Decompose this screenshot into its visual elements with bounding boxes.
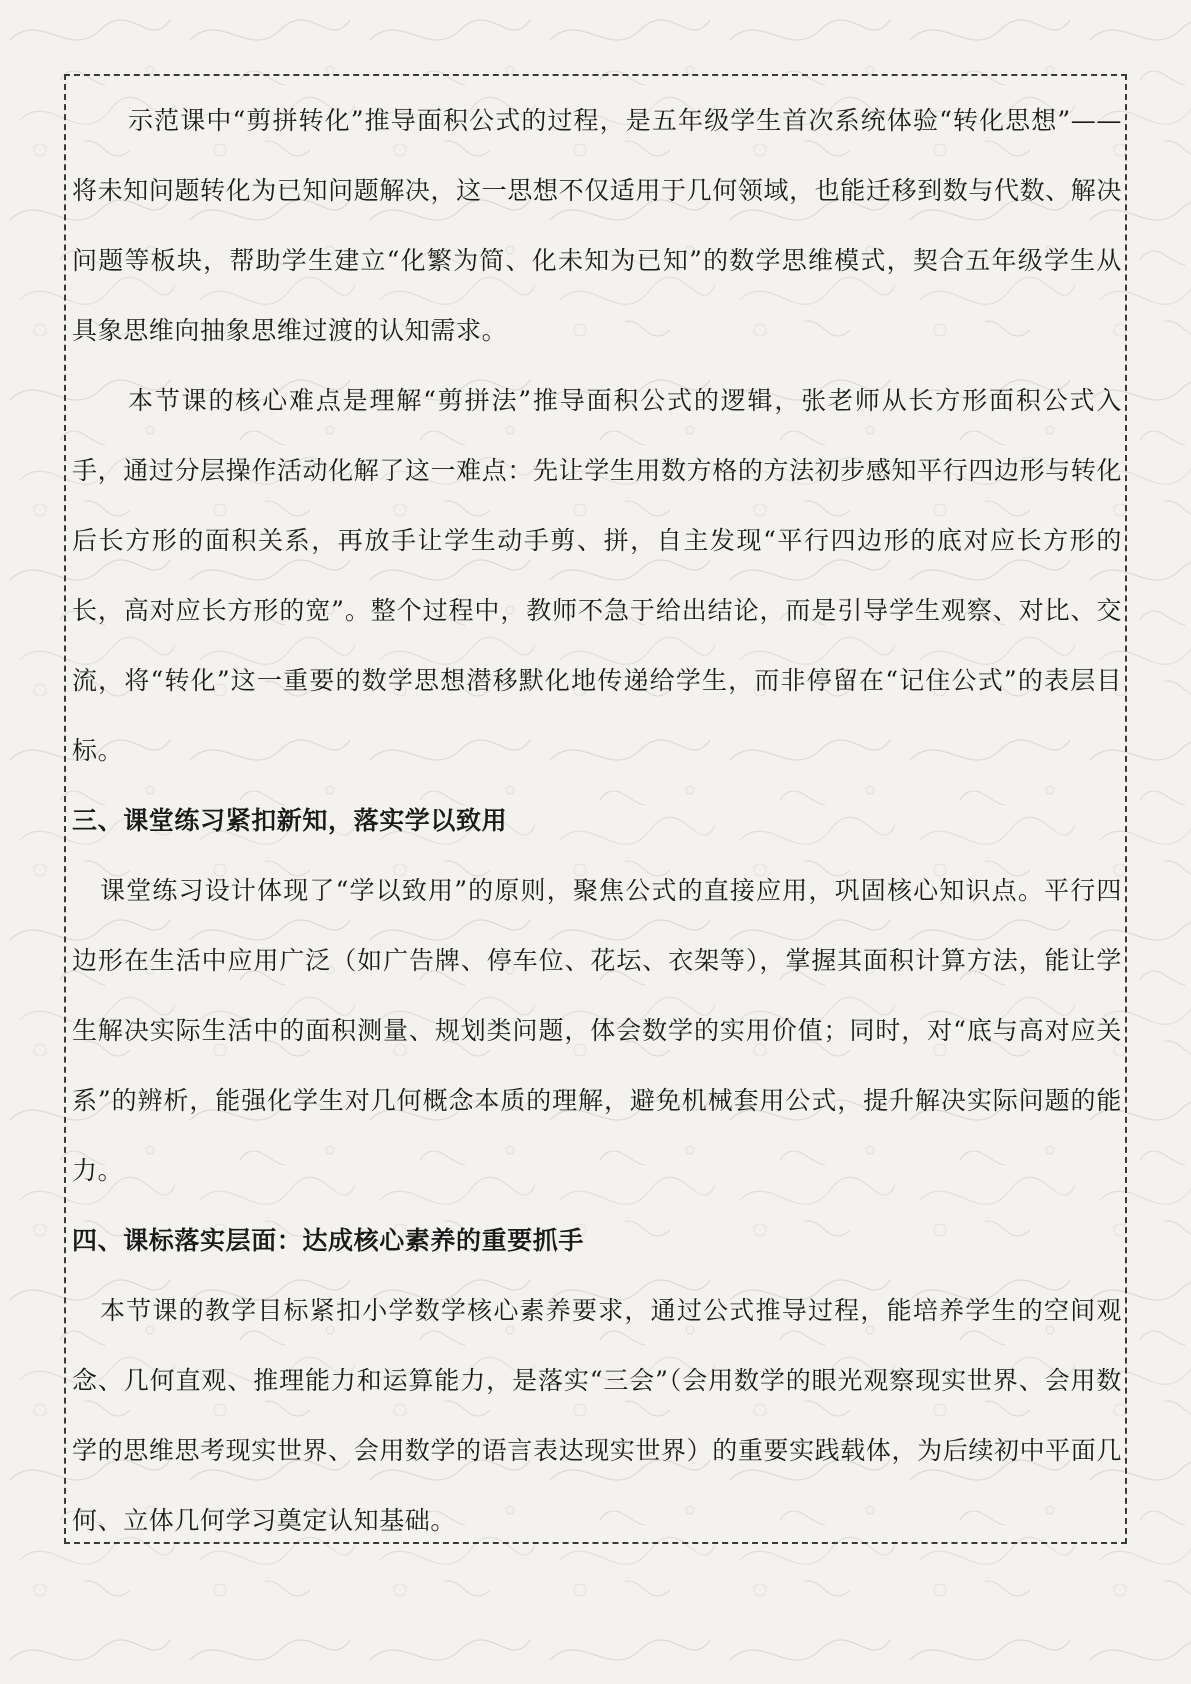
paragraph: 示范课中“剪拼转化”推导面积公式的过程，是五年级学生首次系统体验“转化思想”——将未知问题转化为已知问题解决，这一思想不仅适用于几何领域，也能迁移到数与代数、解决问题等板块，帮助学生建立“化繁为简、化未知为已知”的数学思维模式，契合五年级学生从具象思维向抽象思维过渡的认知需求。 [72, 106, 1122, 345]
section-heading: 四、课标落实层面：达成核心素养的重要抓手 [72, 1226, 585, 1255]
paragraph: 本节课的核心难点是理解“剪拼法”推导面积公式的逻辑，张老师从长方形面积公式入手，通过分层操作活动化解了这一难点：先让学生用数方格的方法初步感知平行四边形与转化后长方形的面积关系，再放手让学生动手剪、拼，自主发现“平行四边形的底对应长方形的长，高对应长方形的宽”。整个过程中，教师不急于给出结论，而是引导学生观察、对比、交流，将“转化”这一重要的数学思想潜移默化地传递给学生，而非停留在“记住公式”的表层目标。 [72, 386, 1122, 765]
document-body [72, 86, 1122, 1556]
section-heading: 三、课堂练习紧扣新知，落实学以致用 [72, 806, 508, 835]
paragraph: 本节课的教学目标紧扣小学数学核心素养要求，通过公式推导过程，能培养学生的空间观念、几何直观、推理能力和运算能力，是落实“三会”（会用数学的眼光观察现实世界、会用数学的思维思考现实世界、会用数学的语言表达现实世界）的重要实践载体，为后续初中平面几何、立体几何学习奠定认知基础。 [72, 1296, 1122, 1535]
paragraph: 课堂练习设计体现了“学以致用”的原则，聚焦公式的直接应用，巩固核心知识点。平行四边形在生活中应用广泛（如广告牌、停车位、花坛、衣架等），掌握其面积计算方法，能让学生解决实际生活中的面积测量、规划类问题，体会数学的实用价值；同时，对“底与高对应关系”的辨析，能强化学生对几何概念本质的理解，避免机械套用公式，提升解决实际问题的能力。 [72, 876, 1122, 1185]
